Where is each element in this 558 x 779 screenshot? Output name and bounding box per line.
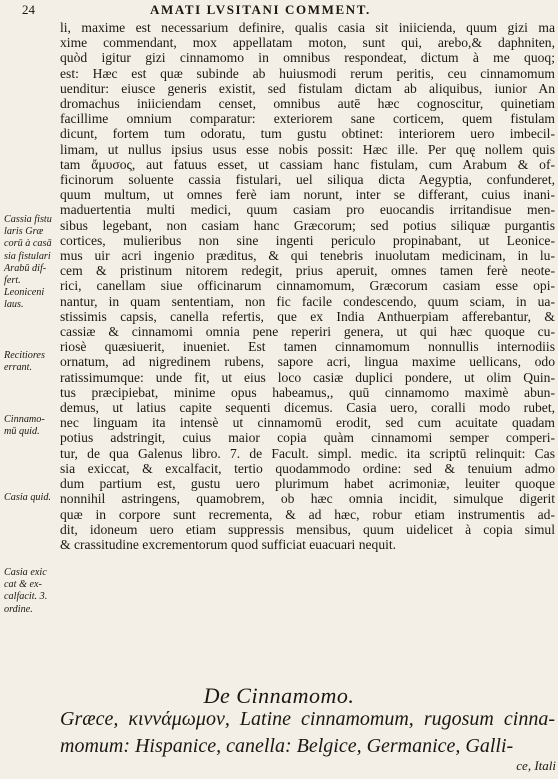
text-line: ornatum, ad nigredinem rubens, sapore acri, lingua maxime uellicans, odo bbox=[60, 354, 555, 370]
margin-note-line: mū quid. bbox=[4, 426, 40, 438]
text-line: cem & pristinum nitorem redegit, prius aperuit, omnes tamen ferè neote- bbox=[60, 263, 555, 279]
page-header bbox=[0, 2, 558, 20]
text-line: xime commendant, mox appellatam moton, sunt qui, arebo,& daphniten, bbox=[60, 35, 555, 51]
text-line: limam, ut nullus ipsius usus esse nobis possit: Hæc ille. Per quę nollem quis bbox=[60, 141, 555, 157]
margin-note-line: Cinnamo- bbox=[4, 414, 45, 425]
margin-note-casia-exiccat bbox=[4, 567, 60, 616]
text-line: rici, canellam siue officinarum cinnamomum, Græcorum casiam esse opi- bbox=[60, 278, 555, 294]
names-line: momum: Hispanice, canella: Belgice, Germanice, Galli- bbox=[60, 735, 514, 757]
margin-note-line: fert. bbox=[4, 275, 21, 287]
text-line: ficinorum soluente cassia fistulari, uel siliqua dicta Aegyptia, confunderet, bbox=[60, 172, 555, 188]
text-line: potius adstringit, cuius maior copia quàm cinnamomi semper comperi- bbox=[60, 430, 555, 446]
margin-note-line: Leoniceni bbox=[4, 287, 45, 299]
text-line: nec linguam ita intensè ut cinnamomū erodit, sed cum acuitate quadam bbox=[60, 415, 555, 431]
margin-note-line: laris Græ bbox=[4, 226, 44, 238]
margin-note-line: ordine. bbox=[4, 603, 33, 615]
text-line: maduertentia multi medici, quum casiam pro euocandis irritandisue men- bbox=[60, 202, 555, 218]
margin-note-cinnamomum-quid bbox=[4, 414, 60, 438]
margin-note-line: Casia exic bbox=[4, 567, 47, 578]
text-line: quòd igitur gizi cinnamomo in omnibus respondeat, dictum à me quoq; bbox=[60, 50, 555, 66]
text-line: uenditur: eiusce generis existit, sed fistulam dictam ab aliquibus, iunior An bbox=[60, 80, 555, 96]
text-line: dicunt, fortem tum odoratu, tum gustu obtinet: interiorem uero imbecil- bbox=[60, 126, 555, 142]
catchword: ce, Itali bbox=[516, 758, 556, 773]
section-heading: De Cinnamomo. bbox=[203, 683, 355, 708]
margin-note-casia-quid bbox=[4, 492, 60, 504]
text-line: facillime omnium comparatur: exteriorem sane corticem, quem fistulam bbox=[60, 111, 555, 127]
margin-note-line: Arabū dif- bbox=[4, 262, 47, 274]
text-line: quæ in corpore sunt recrementa, & ad hæc, robur etiam instrumentis ad- bbox=[60, 506, 555, 522]
page-number: 24 bbox=[22, 2, 35, 17]
text-line: quum multum, ut omnes ferè iam norunt, inter se differant, cuius inani- bbox=[60, 187, 555, 203]
text-line: stissimis capsis, canella refertis, que ex India Anthuerpiam afferebantur, & bbox=[60, 308, 555, 324]
text-line: tur, de qua Galenus libro. 7. de Facult. simpl. medic. ita scriptū relinquit: Cas bbox=[60, 445, 555, 461]
text-line: nantur, in quam sententiam, non fic facile condescendo, quum sciam, in ua- bbox=[60, 293, 555, 309]
margin-note-line: cat & ex- bbox=[4, 579, 42, 591]
text-line: tam ἄμυσος, aut fatuus esset, ut cassiam hanc fistulam, cum Arabum & of- bbox=[60, 156, 555, 172]
text-line: nonnihil astringens, quamobrem, ob hæc omnia incidit, simulque digerit bbox=[60, 491, 555, 507]
margin-note-line: sia fistulari bbox=[4, 250, 51, 262]
margin-note-line: Cassia fistu bbox=[4, 214, 52, 225]
text-line: sibus legebant, non casiam hanc Græcorum; sed potius siliquæ purgantis bbox=[60, 217, 555, 233]
names-paragraph bbox=[60, 706, 555, 760]
margin-note-line: calfacit. 3. bbox=[4, 591, 48, 603]
text-line: dromachus iniiciendam censet, omnibus autē hæc cognoscitur, quinetiam bbox=[60, 96, 555, 112]
text-line: cortices, mulieribus non sine ingenti periculo propinabant, ut Leonice- bbox=[60, 232, 555, 248]
margin-note-cassia-fistularis bbox=[4, 214, 60, 312]
text-line: mus uir acri ingenio præditus, & qui tenebris inuolutam medicinam, in lu- bbox=[60, 248, 555, 264]
text-line: est: Hæc est quæ subinde ab huiusmodi rerum peritis, ceu cinnamomum bbox=[60, 65, 555, 81]
margin-note-line: Recitiores bbox=[4, 350, 45, 361]
text-line: tus præcipiebat, minime opus habeamus,, quū cinnamomo maximè abun- bbox=[60, 384, 555, 400]
text-line: cassiæ & cinnamomi omnia pene reperiri genera, ut qui hæc quoque cu- bbox=[60, 324, 555, 340]
text-line: & crassitudine excrementorum quod sufficiat euacuari nequit. bbox=[60, 536, 397, 552]
text-line: ratissimumque: unde fit, ut eius loco casiæ duplici pondere, ut olim Quin- bbox=[60, 369, 555, 385]
text-line: dum partium est, gustu uero plurimum habet acrimoniæ, leuiter quoque bbox=[60, 476, 555, 492]
text-line: riosè quæsiuerit, inueniet. Est tamen cinnamomum nonnullis internodiis bbox=[60, 339, 555, 355]
margin-note-line: laus. bbox=[4, 299, 24, 311]
margin-note-line: Casia quid. bbox=[4, 492, 51, 503]
running-title: AMATI LVSITANI COMMENT. bbox=[150, 2, 371, 17]
text-line: li, maxime est necessarium definire, qualis casia sit iniicienda, quum gizi ma bbox=[60, 20, 555, 35]
margin-note-line: errant. bbox=[4, 362, 33, 374]
margin-note-line: corū à casā bbox=[4, 238, 52, 250]
body-text bbox=[60, 20, 555, 552]
text-line: dit, idoneum uero etiam suppressis mensibus, quum uidelicet à copia simul bbox=[60, 521, 555, 537]
text-line: demus, ut latius capite sequenti dicemus. Casia uero, coralli modo rubet, bbox=[60, 400, 555, 416]
margin-note-recentiores bbox=[4, 350, 60, 374]
names-line: Græce, κιννάμωμον, Latine cinnamomum, rugosum cinna- bbox=[60, 708, 555, 730]
text-line: sia exiccat, & excalfacit, tertio quodammodo ordine: sed & tenuium admo bbox=[60, 460, 555, 476]
